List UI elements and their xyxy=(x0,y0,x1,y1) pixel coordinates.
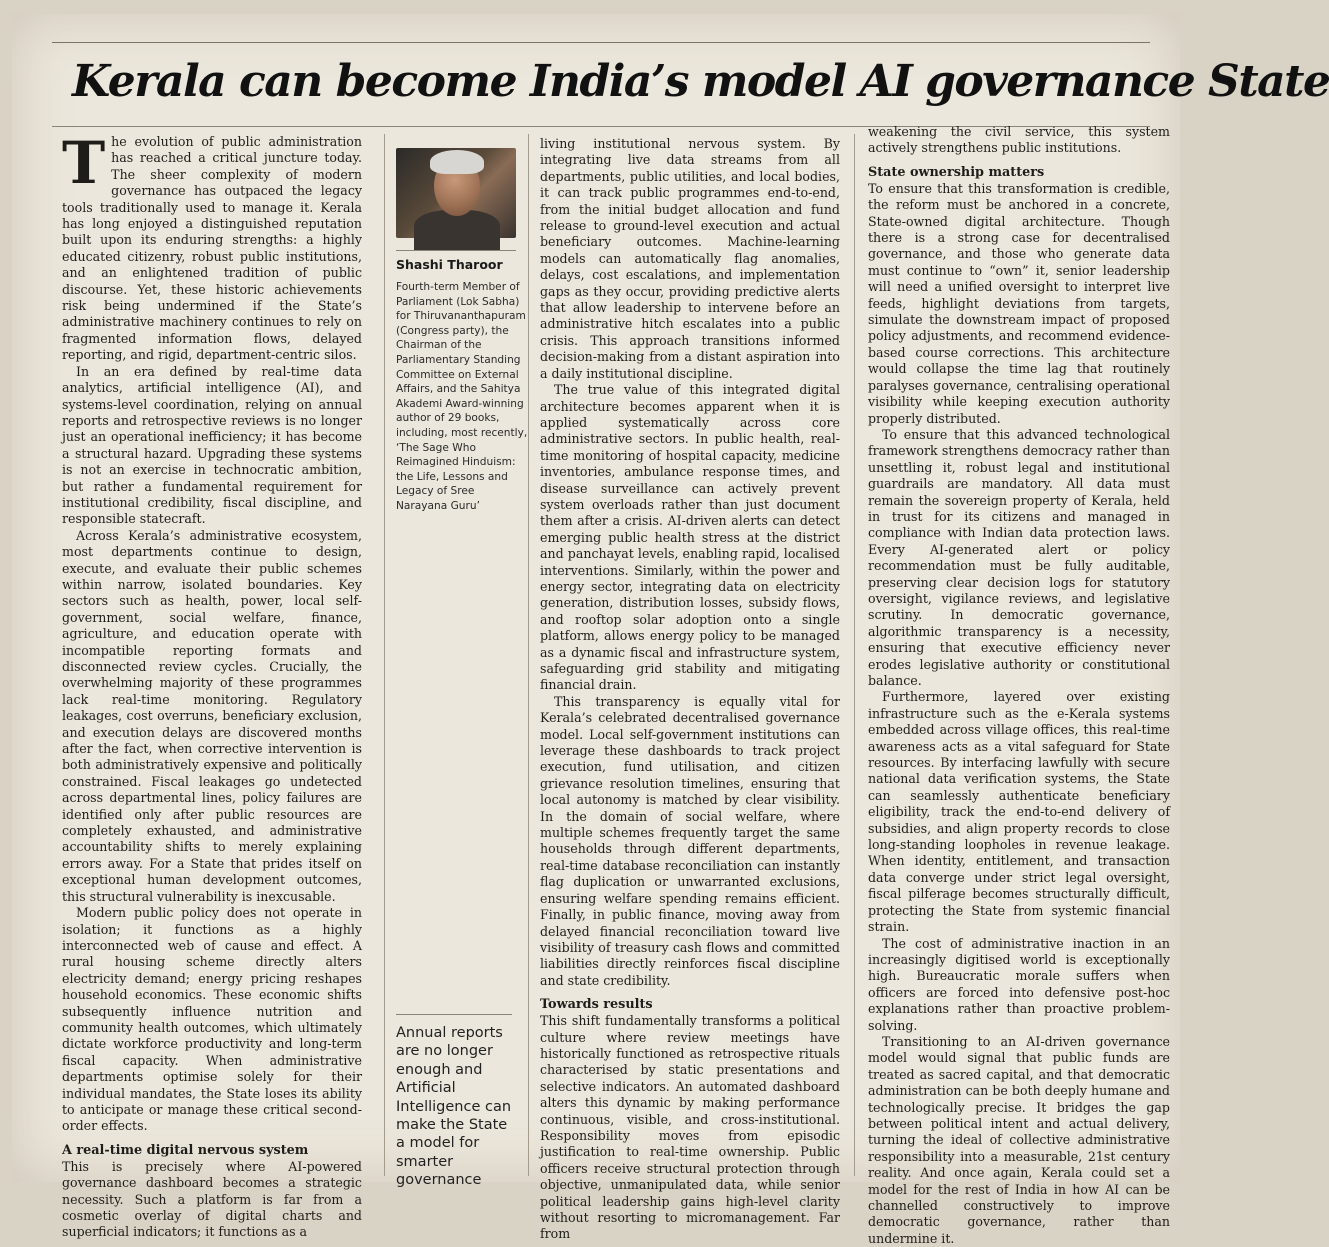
paragraph: In an era defined by real-time data analytics, artificial intelligence (AI), and systems-level coordination, relying on annual reports and retrospective reviews is no longer just an operational inefficiency; it has become a structural hazard. Upgrading these systems is not an exercise in technocratic ambition, but rather a fundamental requirement for institutional credibility, fiscal discipline, and responsible statecraft. xyxy=(62,363,362,527)
intro-text: he evolution of public administration has reached a critical juncture today. The sheer complexity of modern governance has outpaced the legacy tools traditionally used to manage it. Kerala has long enjoyed a distinguished reputation built upon its enduring strengths: a highly educated citizenry, robust public institutions, and an enlightened tradition of public discourse. Yet, these historic achievements risk being undermined if the State’s administrative machinery continues to rely on fragmented information flows, delayed reporting, and rigid, department-centric silos. xyxy=(62,134,362,363)
drop-cap: T xyxy=(62,129,106,197)
paragraph: To ensure that this advanced technological framework strengthens democracy rather than unsettling it, robust legal and institutional guardrails are mandatory. All data must remain the sovereign property of Kerala, held in trust for its citizens and managed in compliance with Indian data protection laws. Every AI-generated alert or policy recommendation must be fully auditable, preserving clear decision logs for statutory oversight, vigilance reviews, and legislative scrutiny. In democratic governance, algorithmic transparency is a necessity, ensuring that executive efficiency never erodes legislative authority or constitutional balance. xyxy=(868,426,1170,688)
paragraph: The cost of administrative inaction in an increasingly digitised world is exceptionally high. Bureaucratic morale suffers when officers are forced into defensive post-hoc explanations rather than proactive problem-solving. xyxy=(868,935,1170,1033)
headline: Kerala can become India’s model AI governance State xyxy=(72,56,1329,107)
paragraph: This transparency is equally vital for Kerala’s celebrated decentralised governance model. Local self-government institutions can leverage these dashboards to track project execution, fund utilisation, and citizen grievance resolution timelines, ensuring that local autonomy is matched by clear visibility. In the domain of social welfare, where multiple schemes frequently target the same households through different departments, real-time database reconciliation can instantly flag duplication or unwarranted exclusions, ensuring welfare spending remains efficient. Finally, in public finance, moving away from delayed financial reconciliation toward live visibility of treasury cash flows and committed liabilities directly reinforces fiscal discipline and state credibility. xyxy=(540,693,840,988)
subheading: A real-time digital nervous system xyxy=(62,1142,309,1158)
paragraph: weakening the civil service, this system actively strengthens public institutions. xyxy=(868,124,1170,156)
paragraph: This shift fundamentally transforms a political culture where review meetings have historically functioned as retrospective rituals characterised by static presentations and selective indicators. An automated dashboard alters this dynamic by making performance continuous, visible, and cross-institutional. Responsibility moves from episodic justification to real-time ownership. Public officers receive structural protection through objective, unmanipulated data, while senior political leadership gains high-level clarity without resorting to micromanagement. Far from xyxy=(540,1013,840,1242)
author-box xyxy=(396,148,528,514)
column-divider xyxy=(528,134,529,1176)
top-rule xyxy=(52,42,1150,43)
intro-paragraph xyxy=(62,129,362,364)
column-4 xyxy=(868,124,1170,1246)
paragraph: Modern public policy does not operate in isolation; it functions as a highly interconnected web of cause and effect. A rural housing scheme directly alters electricity demand; energy pricing reshapes household economics. These economic shifts subsequently influence nutrition and community health outcomes, which ultimately dictate workforce productivity and long-term fiscal capacity. When administrative departments optimise solely for their individual mandates, the State loses its ability to anticipate or manage these critical second-order effects. xyxy=(62,905,362,1134)
newspaper-page xyxy=(12,14,1329,1246)
subheading: State ownership matters xyxy=(868,164,1045,180)
paragraph: This is precisely where AI-powered governance dashboard becomes a strategic necessity. Such a platform is far from a cosmetic overlay of digital charts and superficial indicators; it functions as a xyxy=(62,1158,362,1240)
pull-quote-rule xyxy=(396,1014,512,1015)
author-rule xyxy=(396,250,516,251)
author-name: Shashi Tharoor xyxy=(396,257,503,272)
column-3 xyxy=(540,136,840,1242)
column-divider xyxy=(854,134,855,1176)
paragraph: Across Kerala’s administrative ecosystem, most departments continue to design, execute, and evaluate their public schemes within narrow, isolated boundaries. Key sectors such as health, power, local self-government, social welfare, finance, agriculture, and education operate with incompatible reporting formats and disconnected review cycles. Crucially, the overwhelming majority of these programmes lack real-time monitoring. Regulatory leakages, cost overruns, beneficiary exclusion, and execution delays are discovered months after the fact, when corrective intervention is both administratively expensive and politically constrained. Fiscal leakages go undetected across departmental lines, policy failures are identified only after public resources are completely exhausted, and administrative accountability shifts to merely explaining errors away. For a State that prides itself on exceptional human development outcomes, this structural vulnerability is inexcusable. xyxy=(62,527,362,904)
author-photo xyxy=(396,148,516,238)
paragraph: The true value of this integrated digital architecture becomes apparent when it is applied systematically across core administrative sectors. In public health, real-time monitoring of hospital capacity, medicine inventories, ambulance response times, and disease surveillance can actively prevent system overloads rather than just document them after a crisis. AI-driven alerts can detect emerging public health stress at the district and panchayat levels, enabling rapid, localised interventions. Similarly, within the power and energy sector, integrating data on electricity generation, distribution losses, subsidy flows, and rooftop solar adoption onto a single platform, allows energy policy to be managed as a dynamic fiscal and infrastructure system, safeguarding grid stability and mitigating financial drain. xyxy=(540,382,840,693)
pull-quote: Annual reports are no longer enough and Artificial Intelligence can make the State a model for smarter governance xyxy=(396,1025,512,1189)
paragraph: Furthermore, layered over existing infrastructure such as the e-Kerala systems embedded across village offices, this real-time awareness acts as a vital safeguard for State resources. By interfacing lawfully with secure national data verification systems, the State can seamlessly authenticate beneficiary eligibility, track the end-to-end delivery of subsidies, and align property records to close long-standing loopholes in revenue leakage. When identity, entitlement, and transaction data converge under strict legal oversight, fiscal pilferage becomes structurally difficult, protecting the State from systemic financial strain. xyxy=(868,689,1170,935)
author-bio: Fourth-term Member of Parliament (Lok Sabha) for Thiruvananthapuram (Congress party), the Chairman of the Parliamentary Standing Committee on External Affairs, and the Sahitya Akademi Award-winning author of 29 books, including, most recently, ‘The Sage Who Reimagined Hinduism: the Life, Lessons and Legacy of Sree Narayana Guru’ xyxy=(396,281,528,512)
paragraph: To ensure that this transformation is credible, the reform must be anchored in a concrete, State-owned digital architecture. Though there is a strong case for decentralised governance, and those who generate data must continue to “own” it, senior leadership will need a unified oversight to interpret live feeds, highlight deviations from targets, simulate the downstream impact of proposed policy adjustments, and recommend evidence-based course corrections. This architecture would collapse the time lag that routinely paralyses governance, centralising operational visibility while keeping execution authority properly distributed. xyxy=(868,180,1170,426)
paragraph: living institutional nervous system. By integrating live data streams from all departments, public utilities, and local bodies, it can track public programmes end-to-end, from the initial budget allocation and fund release to ground-level execution and actual beneficiary outcomes. Machine-learning models can automatically flag anomalies, delays, cost escalations, and implementation gaps as they occur, providing predictive alerts that allow leadership to intervene before an administrative hitch escalates into a public crisis. This approach transitions informed decision-making from a distant aspiration into a daily institutional discipline. xyxy=(540,136,840,381)
column-1 xyxy=(62,129,362,1240)
column-divider xyxy=(384,134,385,1176)
paragraph: Transitioning to an AI-driven governance model would signal that public funds are treated as sacred capital, and that democratic administration can be both deeply humane and technologically precise. It bridges the gap between political intent and actual delivery, turning the ideal of collective administrative responsibility into a measurable, 21st century reality. And once again, Kerala could set a model for the rest of India in how AI can be channelled constructively to improve democratic governance, rather than undermine it. xyxy=(868,1033,1170,1246)
subheading: Towards results xyxy=(540,997,653,1013)
